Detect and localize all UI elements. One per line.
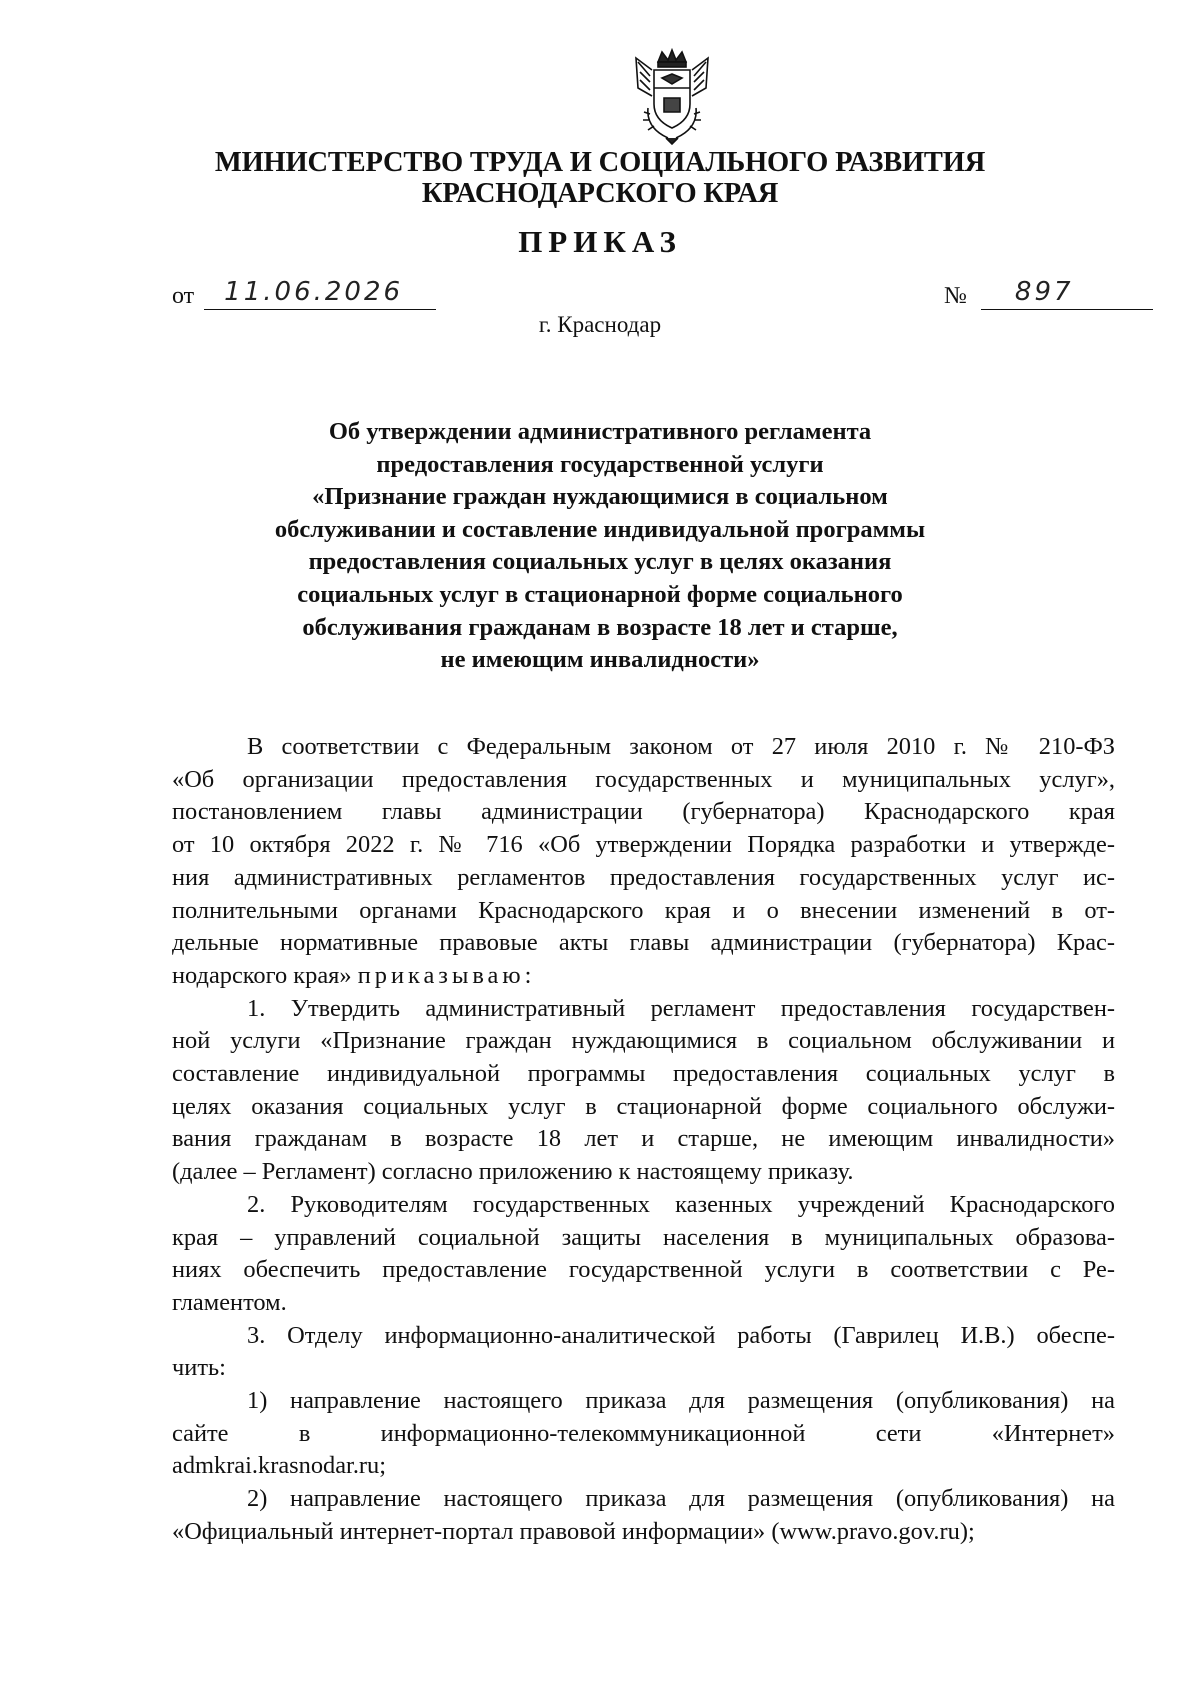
body-line: ной услуги «Признание граждан нуждающимися в социальном обслуживании и: [172, 1027, 1115, 1055]
subject-line: предоставления социальных услуг в целях оказания: [308, 548, 892, 576]
date-prefix: от: [172, 283, 195, 309]
body-line: «Об организации предоставления государственных и муниципальных услуг»,: [172, 765, 1115, 793]
ministry-name-line2: КРАСНОДАРСКОГО КРАЯ: [421, 178, 779, 209]
body-line: admkrai.krasnodar.ru;: [172, 1452, 387, 1480]
subject-line: не имеющим инвалидности»: [440, 646, 760, 674]
number-underline: [981, 277, 1153, 310]
body-line-text: нодарского края»: [172, 961, 352, 989]
body-line: (далее – Регламент) согласно приложению к настоящему приказу.: [172, 1158, 854, 1186]
body-line: края – управлений социальной защиты населения в муниципальных образова-: [172, 1223, 1115, 1251]
body-line: [172, 960, 1115, 993]
number-prefix: №: [944, 283, 967, 309]
body-line: сайте в информационно-телекоммуникационной сети «Интернет»: [172, 1419, 1115, 1447]
subject-line: социальных услуг в стационарной форме социального: [297, 580, 903, 608]
body-line: вания гражданам в возрасте 18 лет и старше, не имеющим инвалидности»: [172, 1125, 1115, 1153]
handwritten-date: 11.06.2026: [224, 277, 404, 307]
body-line: В соответствии с Федеральным законом от 27 июля 2010 г. № 210-ФЗ: [247, 733, 1115, 760]
date-underline: [204, 277, 436, 310]
city-name: г. Краснодар: [538, 312, 662, 337]
subject-line: обслуживания гражданам в возрасте 18 лет и старше,: [302, 613, 898, 641]
body-line: составление индивидуальной программы предоставления социальных услуг в: [172, 1060, 1115, 1088]
subject-line: обслуживании и составление индивидуальной программы: [274, 515, 926, 543]
body-line: гламентом.: [172, 1288, 287, 1316]
handwritten-number: 897: [1014, 277, 1074, 307]
body-line: дельные нормативные правовые акты главы администрации (губернатора) Крас-: [172, 929, 1115, 957]
order-number-field: [944, 277, 1153, 310]
body-line: 1. Утвердить административный регламент предоставления государствен-: [247, 994, 1115, 1022]
subject-line: предоставления государственной услуги: [376, 450, 824, 478]
body-line: ния административных регламентов предоставления государственных услуг ис-: [172, 863, 1115, 891]
body-line: чить:: [172, 1354, 226, 1382]
body-line: 3. Отделу информационно-аналитической работы (Гаврилец И.В.) обеспе-: [247, 1321, 1115, 1349]
body-line: 2. Руководителям государственных казенных учреждений Краснодарского: [247, 1190, 1115, 1218]
body-line: «Официальный интернет-портал правовой информации» (www.pravo.gov.ru);: [172, 1517, 975, 1545]
subject-line: «Признание граждан нуждающимися в социальном: [312, 483, 888, 511]
order-verb: приказываю:: [357, 961, 536, 989]
body-line: постановлением главы администрации (губернатора) Краснодарского края: [172, 798, 1115, 826]
body-line: целях оказания социальных услуг в стационарной форме социального обслужи-: [172, 1092, 1115, 1120]
document-type-title: ПРИКАЗ: [518, 224, 682, 259]
order-date-field: [172, 277, 436, 310]
body-line: 2) направление настоящего приказа для размещения (опубликования) на: [247, 1485, 1115, 1513]
body-line: от 10 октября 2022 г. № 716 «Об утверждении Порядка разработки и утвержде-: [172, 831, 1115, 859]
body-line: полнительными органами Краснодарского края и о внесении изменений в от-: [172, 896, 1115, 924]
coat-of-arms-emblem: [628, 48, 716, 146]
order-body: [172, 731, 1115, 1549]
body-line: 1) направление настоящего приказа для размещения (опубликования) на: [247, 1387, 1115, 1415]
ministry-name-line1: МИНИСТЕРСТВО ТРУДА И СОЦИАЛЬНОГО РАЗВИТИЯ: [214, 147, 986, 178]
body-line: ниях обеспечить предоставление государственной услуги в соответствии с Ре-: [172, 1256, 1115, 1284]
ministry-name: [150, 147, 1050, 209]
order-subject: [210, 416, 990, 677]
subject-line: Об утверждении административного регламента: [328, 418, 872, 445]
